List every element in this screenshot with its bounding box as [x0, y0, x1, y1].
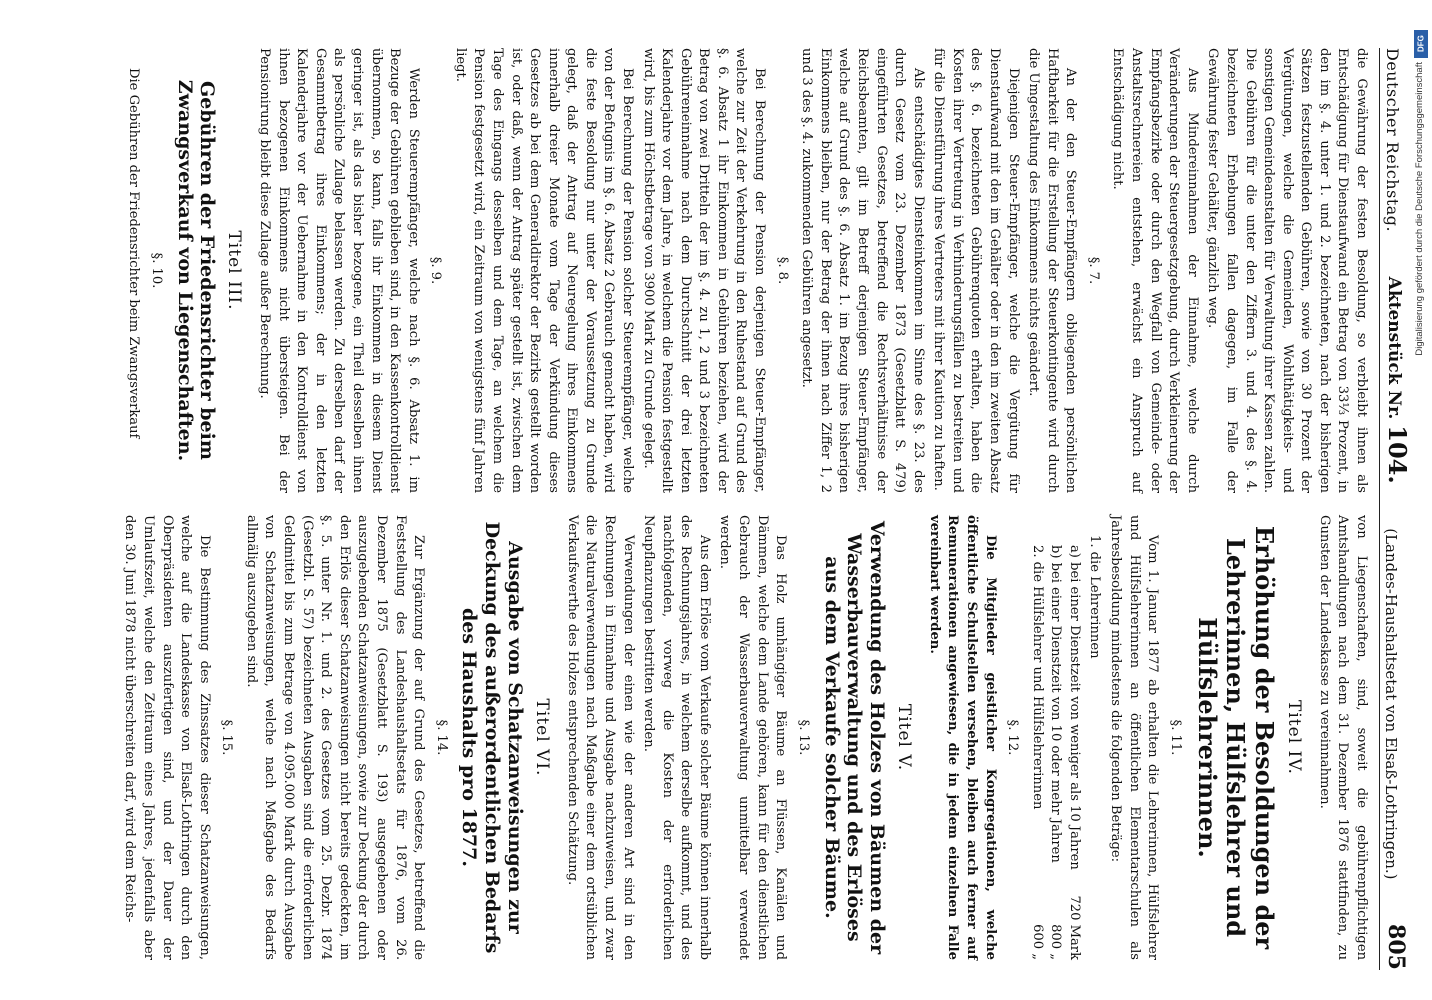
list-row: [1046, 515, 1065, 960]
section-heading: Ausgabe von Schatzanweisungen zur Deckung des außerordentlichen Bedarfs des Haushalts pro 1877.: [458, 521, 527, 954]
section-heading: Gebühren der Friedensrichter beim Zwangsverkauf von Liegenschaften.: [173, 79, 219, 462]
page-number: 805: [1383, 924, 1410, 970]
paragraph: Verwendungen der einen wie der anderen Art sind in den Rechnungen in Einnahme und Ausgabe nachzuweisen, und zwar die Naturalverwendungen nach Maßgabe einer dem ortsüblichen Verkaufswerthe des Holzes entsprechenden Schätzung.: [564, 515, 636, 960]
digitization-credit: Digitalisierung gefördert durch die Deutsche Forschungsgemeinschaft: [1414, 62, 1425, 356]
header-middle-label: Aktenstück Nr.: [1384, 276, 1405, 420]
left-column: [122, 48, 1370, 493]
section-heading: Erhöhung der Besoldungen der Lehrerinnen, Hülfslehrer und Hülfslehrerinnen.: [1192, 525, 1280, 950]
paragraph: Die Bestimmung des Zinssatzes dieser Schatzanweisungen, welche auf die Landeskasse von Elsaß-Lothringen durch den Oberpräsidenten auszufertigen sind, und der Dauer der Umlaufszeit, welche den Zeitraum eines Jahres, jedenfalls aber den 30. Juni 1878 nicht überschreiten darf, wird dem Reichs-: [122, 515, 212, 960]
amount: 720 Mark: [1066, 895, 1082, 960]
section-number: §. 13.: [795, 719, 811, 756]
amount: 800 „: [1048, 924, 1064, 960]
dfg-logo: DFG: [1414, 30, 1428, 58]
paragraph: Bei Berechnung der Pension derjenigen Steuer-Empfänger, welche zur Zeit der Verkehrung in den Ruhestand auf Grund des §. 6. Absatz 1 ihr Einkommen in Gebühren beziehen, wird der Betrag von zwei Dritteln der im §. 4. zu 1, 2 und 3 bezeichneten Gebühreneinnahme nach dem Durchschnitt der drei letzten Kalenderjahre vor dem Jahre, in welchem die Pension festgestellt wird, bis zum Höchstbetrage von 3900 Mark zu Grunde gelegt.: [640, 48, 768, 493]
paragraph: Zur Ergänzung der auf Grund des Gesetzes, betreffend die Feststellung des Landeshaushaltsetats für 1876, vom 26. Dezember 1875 (Gesetzblatt S. 193) ausgegebenen oder auszugebenden Schatzanweisungen, sowie zur Deckung der durch den Erlös dieser Schatzanweisungen nicht bereits gedeckten, im §. 5. unter Nr. 1. und 2. des Gesetzes vom 25. Dezbr. 1874 (Gesetzbl. S. 57) bezeichneten Ausgaben sind die erforderlichen Geldmittel bis zum Betrage von 4.095.000 Mark durch Ausgabe von Schatzanweisungen, welche nach Maßgabe des Bedarfs allmälig auszugeben sind.: [243, 515, 427, 960]
title-label: Titel VI.: [532, 698, 553, 777]
title-label: Titel III.: [224, 230, 245, 311]
section-heading: Verwendung des Holzes von Bäumen der Wasserbauverwaltung und des Erlöses aus dem Verkaufe solcher Bäume.: [820, 520, 889, 955]
section-number: §. 12.: [1005, 719, 1021, 756]
list-row: [1064, 515, 1083, 960]
list-item: a) bei einer Dienstzeit von weniger als 10 Jahren: [1066, 545, 1082, 870]
section-number: §. 14.: [433, 719, 449, 756]
header-right: (Landes-Haushaltsetat von Elsaß-Lothringen.): [1382, 528, 1401, 880]
list-item: b) bei einer Dienstzeit von 10 oder mehr Jahren: [1048, 545, 1064, 863]
document-page: [15, 0, 1420, 1000]
header-middle: [1380, 277, 1414, 484]
header-number: 104.: [1383, 425, 1413, 484]
paragraph: Aus dem Erlöse vom Verkaufe solcher Bäume können innerhalb des Rechnungsjahres, in welchem derselbe aufkommt, und des nachfolgenden, vorweg die Kosten der erforderlichen Neupflanzungen bestritten werden.: [641, 515, 712, 960]
list-row: [1027, 515, 1046, 960]
section-number: §. 9.: [428, 256, 444, 285]
section-number: §. 8.: [774, 256, 790, 285]
section-number: §. 10.: [148, 252, 164, 289]
paragraph: Bei Berechnung der Pension solcher Steuerempfänger, welche von der Befugnis im §. 6. Absatz 2 Gebrauch gemacht haben, wird die feste Besoldung nur unter der Voraussetzung zu Grunde gelegt, daß der Antrag auf Neuregelung ihres Einkommens innerhalb dreier Monate vom Tage der Verkündung dieses Gesetzes ab bei dem Generaldirektor der Bezirks gestellt worden ist, oder daß, wenn der Antrag später gestellt ist, zwischen dem Tage des Eingangs desselben und dem Tage, an welchem die Pension festgesetzt wird, ein Zeitraum von wenigstens fünf Jahren liegt.: [452, 48, 636, 493]
list-item: 2. die Hülfslehrer und Hülfslehrerinnen: [1029, 545, 1045, 810]
section-number: §. 7.: [1085, 256, 1101, 285]
paragraph: Das Holz umhängiger Bäume an Flüssen, Kanälen und Dämmen, welche dem Lande gehören, kann für den dienstlichen Gebrauch der Wasserbauverwaltung unmittelbar verwendet werden.: [717, 515, 789, 960]
paragraph: Werden Steuerempfänger, welche nach §. 6. Absatz 1. im Bezuge der Gebühren geblieben sind, in den Kassenkontrolldienst übernommen, so kann, falls ihr Einkommen in diesem Dienst geringer ist, als das bisher bezogene, ein Theil desselben ihnen als persönliche Zulage belassen werden. Zu derselben darf der Gesammtbetrag ihres Einkommens; der in den letzten Kalenderjahre vor der Uebernahme in den Kontrolldienst von ihnen bezogenen Einkommens nicht übersteigen. Bei der Pensionirung bleibt diese Zulage außer Berechnung.: [257, 48, 421, 493]
title-label: Titel IV.: [1284, 700, 1305, 775]
section-number: §. 11.: [1167, 719, 1183, 756]
header-left: Deutscher Reichstag.: [1382, 48, 1402, 233]
dfg-credit: [1414, 30, 1430, 650]
paragraph: Aus Mindereinnahmen der Einnahme, welche durch Veränderungen der Steuergesetzgebung, durch Verkleinerung der Empfangsbezirke oder durch den Wegfall von Gemeinde- oder Anstaltsrechnereien entstehen, erwächst ein Anspruch auf Entschädigung nicht.: [1110, 48, 1200, 493]
paragraph: Diejenigen Steuer-Empfänger, welche die Vergütung für Dienstaufwand mit den im Gehälter oder in den im zweiten Absatz des §. 6. bezeichneten Gebührenquoten erhalten, haben die Kosten ihrer Vertretung in Verhinderungsfällen zu bestreiten und für die Dienstführung ihres Vertreters mit ihrer Kaution zu haften.: [931, 48, 1021, 493]
right-column: [118, 515, 1370, 960]
amount: 600 „: [1029, 924, 1045, 960]
section-number: §. 15.: [219, 719, 235, 756]
paragraph: Die Gebühren der Friedensrichter beim Zwangsverkauf: [126, 68, 142, 439]
page-header: [1379, 48, 1414, 970]
paragraph: von Liegenschaften, sind, soweit die gebührenpflichtigen Amtshandlungen nach dem 31. Dezember 1876 stattfinden, zu Gunsten der Landeskasse zu vereinnahmen.: [1316, 515, 1369, 960]
paragraph: Vom 1. Januar 1877 ab erhalten die Lehrerinnen, Hülfslehrer und Hülfslehrerinnen an öffentlichen Elementarschulen als Jahresbesoldung mindestens die folgenden Beträge:: [1108, 515, 1161, 960]
list-item: 1. die Lehrerinnen: [1087, 535, 1103, 659]
paragraph: Als entschädigtes Diensteinkommen im Sinne des §. 23. des durch Gesetz vom 23. Dezember 1873 (Gesetzblatt S. 479) eingeführten Gesetzes, betreffend die Rechtsverhältnisse der Reichsbeamten, gilt im Betreff derjenigen Steuer-Empfänger, welche auf Grund des §. 6. Absatz 1. im Bezug ihres bisherigen Einkommens bleiben, nur der Betrag der ihnen nach Ziffer 1, 2 und 3 des §. 4. zukommenden Gebühren angesetzt.: [799, 48, 926, 493]
paragraph: die Gewährung der festen Besoldung, so verbleibt ihnen als Entschädigung für Dienstaufwand ein Betrag von 33⅓ Prozent, in den im §. 4. unter 1. und 2. bezeichneten, nach der bisherigen Sätzen festzustellenden Gebühren, sowie von 30 Prozent der Vergütungen, welche die Gemeinden, Wohlthätigkeits- und sonstigen Gemeindeanstalten für Verwaltung ihrer Kassen zahlen. Die Gebühren für die unter den Ziffern 3. und 4. des §. 4. bezeichneten Erhebungen fallen dagegen, im Falle der Gewährung fester Gehälter, gänzlich weg.: [1205, 48, 1369, 493]
paragraph: An der den Steuer-Empfängern obliegenden persönlichen Haftbarkeit für die Erstellung der Steuerkontingente wird durch die Umgestaltung des Einkommens nichts geändert.: [1026, 48, 1079, 493]
paragraph: Die Mitglieder geistlicher Kongregationen, welche öffentliche Schulstellen versehen, bleiben auch ferner auf Remunerationen angewiesen, die in jedem einzelnen Falle vereinbart werden.: [926, 515, 998, 960]
title-label: Titel V.: [894, 703, 915, 772]
